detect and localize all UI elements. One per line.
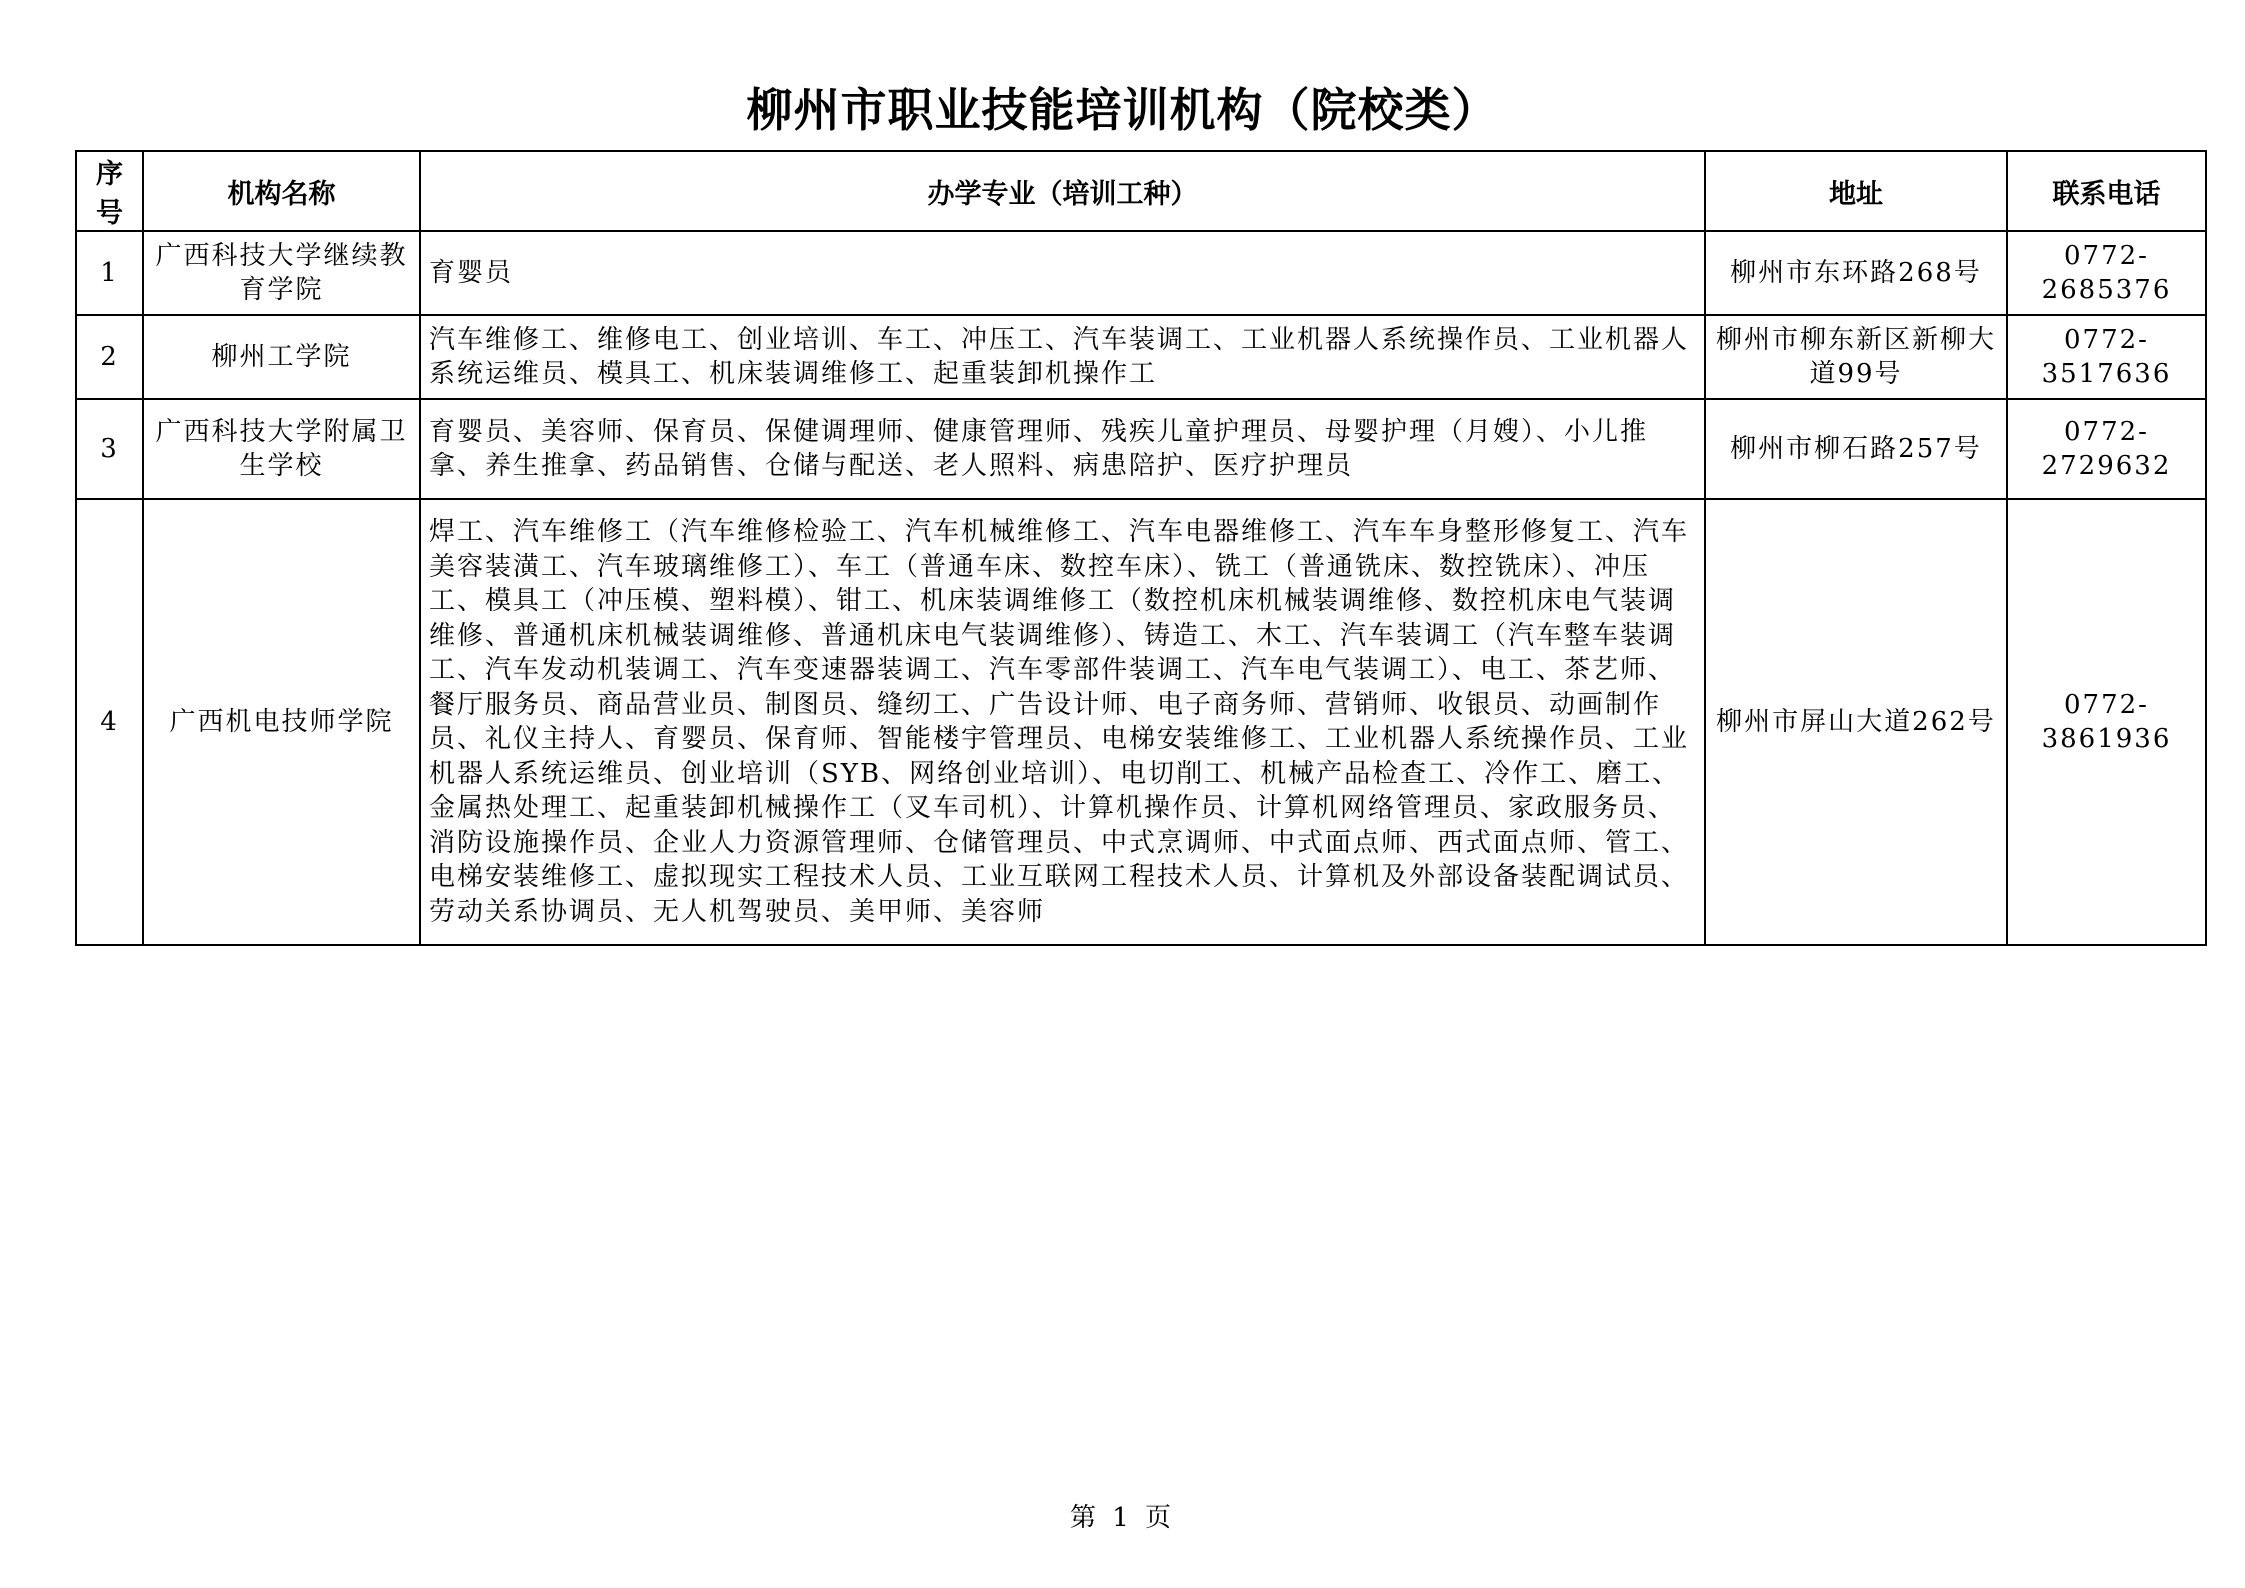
row-address: 柳州市柳石路257号 xyxy=(1705,399,2007,499)
row-phone: 0772-2729632 xyxy=(2007,399,2206,499)
column-header-specialty: 办学专业（培训工种） xyxy=(420,151,1705,231)
row-specialty: 育婴员 xyxy=(420,231,1705,315)
row-specialty: 育婴员、美容师、保育员、保健调理师、健康管理师、残疾儿童护理员、母婴护理（月嫂）、小儿推拿、养生推拿、药品销售、仓储与配送、老人照料、病患陪护、医疗护理员 xyxy=(420,399,1705,499)
row-phone: 0772-3861936 xyxy=(2007,499,2206,945)
row-name: 广西科技大学附属卫生学校 xyxy=(143,399,420,499)
table-row xyxy=(76,499,2206,945)
row-seq: 2 xyxy=(76,315,143,399)
institutions-table xyxy=(75,150,2207,946)
table-row xyxy=(76,399,2206,499)
page-number: 第 1 页 xyxy=(1069,1503,1176,1533)
row-specialty: 焊工、汽车维修工（汽车维修检验工、汽车机械维修工、汽车电器维修工、汽车车身整形修复工、汽车美容装潢工、汽车玻璃维修工）、车工（普通车床、数控车床）、铣工（普通铣床、数控铣床）、冲压工、模具工（冲压模、塑料模）、钳工、机床装调维修工（数控机床机械装调维修、数控机床电气装调维修、普通机床机械装调维修、普通机床电气装调维修）、铸造工、木工、汽车装调工（汽车整车装调工、汽车发动机装调工、汽车变速器装调工、汽车零部件装调工、汽车电气装调工）、电工、茶艺师、餐厅服务员、商品营业员、制图员、缝纫工、广告设计师、电子商务师、营销师、收银员、动画制作员、礼仪主持人、育婴员、保育师、智能楼宇管理员、电梯安装维修工、工业机器人系统操作员、工业机器人系统运维员、创业培训（SYB、网络创业培训）、电切削工、机械产品检查工、冷作工、磨工、金属热处理工、起重装卸机械操作工（叉车司机）、计算机操作员、计算机网络管理员、家政服务员、消防设施操作员、企业人力资源管理师、仓储管理员、中式烹调师、中式面点师、西式面点师、管工、电梯安装维修工、虚拟现实工程技术人员、工业互联网工程技术人员、计算机及外部设备装配调试员、劳动关系协调员、无人机驾驶员、美甲师、美容师 xyxy=(420,499,1705,945)
row-phone: 0772-3517636 xyxy=(2007,315,2206,399)
column-header-phone: 联系电话 xyxy=(2007,151,2206,231)
row-seq: 4 xyxy=(76,499,143,945)
row-phone: 0772-2685376 xyxy=(2007,231,2206,315)
page-title: 柳州市职业技能培训机构（院校类） xyxy=(746,83,1499,137)
row-seq: 1 xyxy=(76,231,143,315)
row-address: 柳州市屏山大道262号 xyxy=(1705,499,2007,945)
row-name: 广西科技大学继续教育学院 xyxy=(143,231,420,315)
column-header-address: 地址 xyxy=(1705,151,2007,231)
table-row xyxy=(76,231,2206,315)
row-address: 柳州市柳东新区新柳大道99号 xyxy=(1705,315,2007,399)
column-header-seq: 序号 xyxy=(76,151,143,231)
table-header-row xyxy=(76,151,2206,231)
row-address: 柳州市东环路268号 xyxy=(1705,231,2007,315)
column-header-name: 机构名称 xyxy=(143,151,420,231)
row-name: 广西机电技师学院 xyxy=(143,499,420,945)
row-name: 柳州工学院 xyxy=(143,315,420,399)
row-seq: 3 xyxy=(76,399,143,499)
row-specialty: 汽车维修工、维修电工、创业培训、车工、冲压工、汽车装调工、工业机器人系统操作员、工业机器人系统运维员、模具工、机床装调维修工、起重装卸机操作工 xyxy=(420,315,1705,399)
table-row xyxy=(76,315,2206,399)
